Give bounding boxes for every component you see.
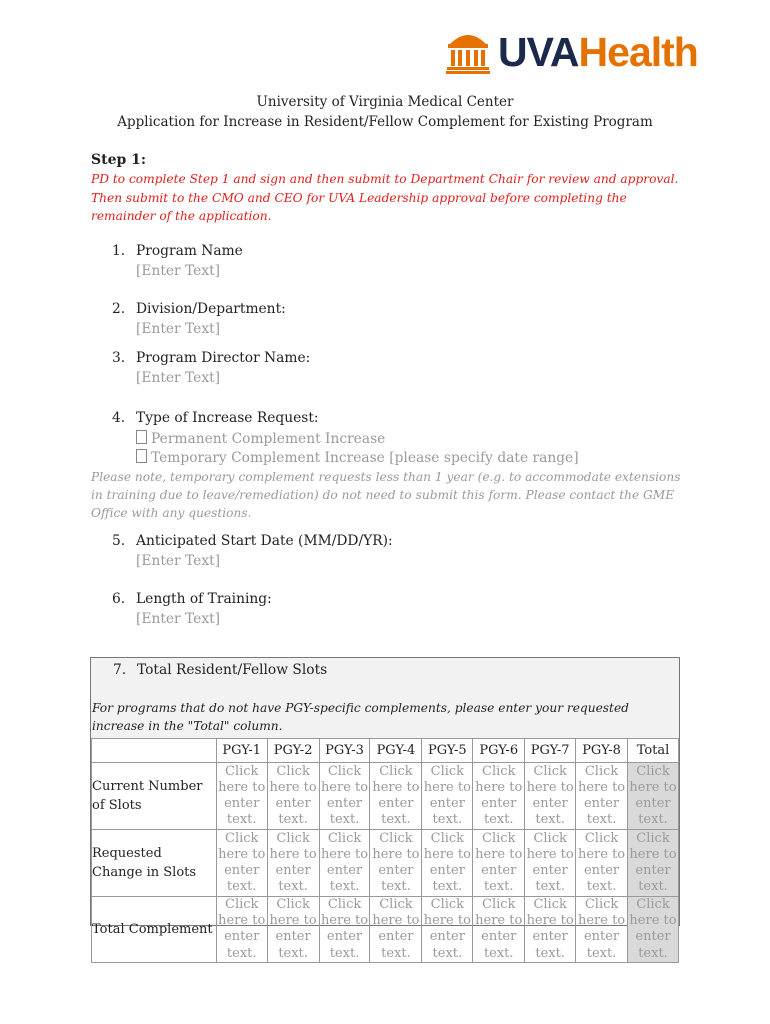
step1-heading: Step 1:	[91, 152, 147, 168]
slot-input-cell[interactable]: Click here to enter text.	[576, 763, 628, 830]
start-date-input[interactable]: [Enter Text]	[136, 553, 221, 569]
corner-cell	[92, 739, 217, 763]
slot-input-cell[interactable]: Click here to enter text.	[423, 897, 471, 961]
slots-row	[92, 897, 679, 963]
logo-wordmark: UVAHealth	[498, 29, 698, 75]
row-label: Total Complement	[92, 897, 217, 963]
slot-input-cell[interactable]: Click here to enter text.	[422, 830, 473, 897]
slot-input-cell[interactable]: Click here to enter text.	[576, 897, 628, 963]
slot-input-cell[interactable]: Click here to enter text.	[525, 830, 576, 897]
col-header: PGY-7	[525, 739, 576, 763]
length-training-label: 6. Length of Training:	[112, 591, 272, 607]
slot-input-cell[interactable]: Click here to enter text.	[370, 763, 422, 830]
increase-type-label: 4. Type of Increase Request:	[112, 410, 319, 426]
program-name-input[interactable]: [Enter Text]	[136, 263, 221, 279]
division-department-label: 2. Division/Department:	[112, 301, 286, 317]
uva-health-logo	[446, 28, 726, 76]
slot-input-cell[interactable]: Click here to enter text.	[576, 830, 628, 897]
slots-row	[92, 830, 679, 897]
step1-instruction: PD to complete Step 1 and sign and then submit to Department Chair for review and approval. Then submit to the CMO and CEO for UVA Leadership approval before completing the remainder of the application.	[91, 172, 679, 223]
temporary-note: Please note, temporary complement requests less than 1 year (e.g. to accommodate extensions in training due to leave/remediation) do not need to submit this form. Please contact the GME Office with any questions.	[91, 470, 681, 521]
col-header: PGY-4	[370, 739, 422, 763]
slot-input-cell[interactable]: Click here to enter text.	[628, 763, 679, 830]
division-department-input[interactable]: [Enter Text]	[136, 321, 221, 337]
slots-table	[91, 738, 679, 963]
temporary-checkbox[interactable]	[136, 449, 147, 463]
slot-input-cell[interactable]: Click here to enter text.	[422, 763, 473, 830]
slot-input-cell[interactable]: Click here to enter text.	[216, 763, 267, 830]
slot-input-cell[interactable]: Click here to enter text.	[218, 897, 266, 961]
slot-input-cell[interactable]: Click here to enter text.	[320, 897, 369, 961]
slots-title: 7. Total Resident/Fellow Slots	[113, 662, 328, 678]
slot-input-cell[interactable]: Click here to enter text.	[473, 763, 525, 830]
permanent-increase-option[interactable]: Permanent Complement Increase	[136, 430, 385, 447]
rotunda-emblem-icon	[446, 28, 490, 74]
slot-input-cell[interactable]: Click here to enter text.	[267, 897, 319, 963]
slot-input-cell[interactable]: Click here to enter text.	[267, 830, 319, 897]
institution-title: University of Virginia Medical Center	[256, 94, 514, 110]
program-name-label: 1. Program Name	[112, 243, 243, 259]
slot-input-cell[interactable]: Click here to enter text.	[267, 763, 319, 830]
slots-header	[91, 658, 679, 738]
slot-input-cell[interactable]: Click here to enter text.	[526, 897, 574, 961]
slot-input-cell[interactable]: Click here to enter text.	[370, 897, 422, 963]
program-director-label: 3. Program Director Name:	[112, 350, 311, 366]
start-date-label: 5. Anticipated Start Date (MM/DD/YR):	[112, 533, 393, 549]
slot-input-cell[interactable]: Click here to enter text.	[473, 830, 525, 897]
slot-input-cell[interactable]: Click here to enter text.	[370, 830, 422, 897]
row-label: Current Number of Slots	[92, 763, 217, 830]
row-label: Requested Change in Slots	[92, 830, 217, 897]
slot-input-cell[interactable]: Click here to enter text.	[629, 897, 677, 961]
slot-input-cell[interactable]: Click here to enter text.	[216, 830, 267, 897]
col-header: PGY-5	[422, 739, 473, 763]
permanent-checkbox[interactable]	[136, 430, 147, 444]
length-training-input[interactable]: [Enter Text]	[136, 611, 221, 627]
slots-row	[92, 763, 679, 830]
slot-input-cell[interactable]: Click here to enter text.	[525, 763, 576, 830]
slots-instruction: For programs that do not have PGY-specific complements, please enter your requested increase in the "Total" column.	[92, 701, 629, 733]
col-header: PGY-2	[267, 739, 319, 763]
form-title: Application for Increase in Resident/Fellow Complement for Existing Program	[117, 114, 653, 130]
col-header: PGY-8	[576, 739, 628, 763]
slots-section	[90, 657, 680, 961]
slot-input-cell[interactable]: Click here to enter text.	[628, 830, 679, 897]
program-director-input[interactable]: [Enter Text]	[136, 370, 221, 386]
slot-input-cell[interactable]: Click here to enter text.	[473, 897, 525, 963]
col-header: PGY-3	[319, 739, 370, 763]
slot-input-cell[interactable]: Click here to enter text.	[319, 830, 370, 897]
slot-input-cell[interactable]: Click here to enter text.	[319, 763, 370, 830]
col-header: Total	[628, 739, 679, 763]
col-header: PGY-1	[216, 739, 267, 763]
temporary-increase-option[interactable]: Temporary Complement Increase [please specify date range]	[136, 449, 579, 466]
col-header: PGY-6	[473, 739, 525, 763]
